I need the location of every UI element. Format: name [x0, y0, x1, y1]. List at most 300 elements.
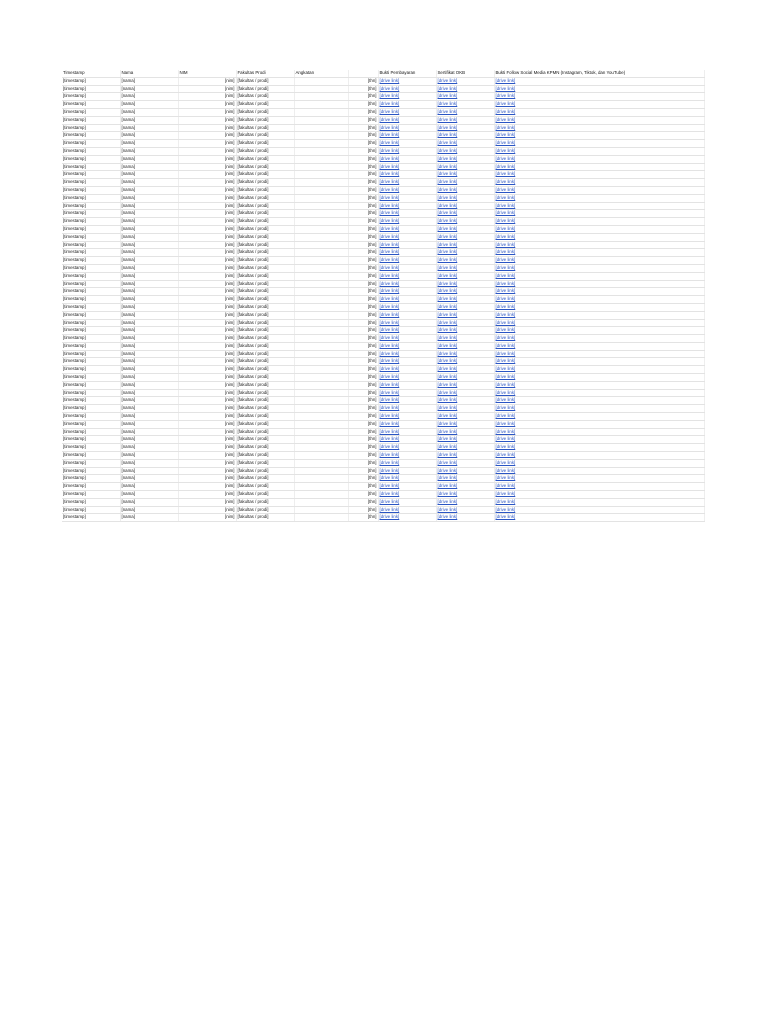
cell-bukti-pembayaran-link[interactable]: [drive link] [378, 498, 436, 506]
cell-bukti-follow-link[interactable]: [drive link] [494, 514, 704, 522]
cell-fakultas-prodi: [fakultas / prodi] [236, 389, 294, 397]
cell-bukti-pembayaran-link[interactable]: [drive link] [378, 249, 436, 257]
cell-bukti-follow-link[interactable]: [drive link] [494, 116, 704, 124]
cell-nama: [nama] [120, 85, 178, 93]
cell-bukti-pembayaran-link[interactable]: [drive link] [378, 358, 436, 366]
cell-sertifikat-okb-link[interactable]: [drive link] [436, 303, 494, 311]
cell-timestamp: [timestamp] [62, 101, 120, 109]
cell-sertifikat-okb-link[interactable]: [drive link] [436, 381, 494, 389]
cell-bukti-follow-link[interactable]: [drive link] [494, 342, 704, 350]
cell-sertifikat-okb-link[interactable]: [drive link] [436, 93, 494, 101]
cell-year: [thn] [348, 436, 378, 444]
cell-sertifikat-okb-link[interactable]: [drive link] [436, 147, 494, 155]
cell-bukti-pembayaran-link[interactable]: [drive link] [378, 225, 436, 233]
cell-nim: [nim] [178, 491, 236, 499]
table-row [62, 194, 704, 202]
cell-bukti-follow-link[interactable]: [drive link] [494, 194, 704, 202]
cell-bukti-follow-link[interactable]: [drive link] [494, 93, 704, 101]
table-row [62, 428, 704, 436]
cell-bukti-pembayaran-link[interactable]: [drive link] [378, 163, 436, 171]
cell-bukti-pembayaran-link[interactable]: [drive link] [378, 436, 436, 444]
cell-angkatan [294, 444, 348, 452]
cell-nama: [nama] [120, 374, 178, 382]
cell-bukti-pembayaran-link[interactable]: [drive link] [378, 428, 436, 436]
cell-bukti-pembayaran-link[interactable]: [drive link] [378, 288, 436, 296]
cell-timestamp: [timestamp] [62, 186, 120, 194]
cell-year: [thn] [348, 397, 378, 405]
cell-sertifikat-okb-link[interactable]: [drive link] [436, 77, 494, 85]
cell-bukti-pembayaran-link[interactable]: [drive link] [378, 350, 436, 358]
cell-bukti-pembayaran-link[interactable]: [drive link] [378, 101, 436, 109]
cell-bukti-follow-link[interactable]: [drive link] [494, 475, 704, 483]
cell-nama: [nama] [120, 381, 178, 389]
cell-angkatan [294, 140, 348, 148]
cell-timestamp: [timestamp] [62, 436, 120, 444]
cell-bukti-pembayaran-link[interactable]: [drive link] [378, 303, 436, 311]
cell-sertifikat-okb-link[interactable]: [drive link] [436, 428, 494, 436]
table-row [62, 397, 704, 405]
cell-nim: [nim] [178, 264, 236, 272]
cell-fakultas-prodi: [fakultas / prodi] [236, 257, 294, 265]
cell-nama: [nama] [120, 101, 178, 109]
table-row [62, 233, 704, 241]
cell-bukti-pembayaran-link[interactable]: [drive link] [378, 397, 436, 405]
cell-bukti-follow-link[interactable]: [drive link] [494, 452, 704, 460]
cell-year: [thn] [348, 140, 378, 148]
cell-bukti-follow-link[interactable]: [drive link] [494, 202, 704, 210]
cell-bukti-follow-link[interactable]: [drive link] [494, 210, 704, 218]
cell-bukti-follow-link[interactable]: [drive link] [494, 444, 704, 452]
cell-bukti-follow-link[interactable]: [drive link] [494, 241, 704, 249]
cell-year: [thn] [348, 311, 378, 319]
cell-bukti-pembayaran-link[interactable]: [drive link] [378, 405, 436, 413]
cell-nim: [nim] [178, 116, 236, 124]
cell-year: [thn] [348, 116, 378, 124]
cell-angkatan [294, 249, 348, 257]
table-row [62, 249, 704, 257]
cell-sertifikat-okb-link[interactable]: [drive link] [436, 459, 494, 467]
cell-nim: [nim] [178, 374, 236, 382]
cell-nim: [nim] [178, 288, 236, 296]
cell-sertifikat-okb-link[interactable]: [drive link] [436, 467, 494, 475]
cell-sertifikat-okb-link[interactable]: [drive link] [436, 327, 494, 335]
cell-bukti-pembayaran-link[interactable]: [drive link] [378, 459, 436, 467]
cell-bukti-pembayaran-link[interactable]: [drive link] [378, 366, 436, 374]
table-row [62, 101, 704, 109]
cell-fakultas-prodi: [fakultas / prodi] [236, 303, 294, 311]
table-row [62, 381, 704, 389]
cell-nama: [nama] [120, 288, 178, 296]
cell-sertifikat-okb-link[interactable]: [drive link] [436, 498, 494, 506]
cell-sertifikat-okb-link[interactable]: [drive link] [436, 163, 494, 171]
cell-sertifikat-okb-link[interactable]: [drive link] [436, 413, 494, 421]
cell-sertifikat-okb-link[interactable]: [drive link] [436, 475, 494, 483]
table-row [62, 108, 704, 116]
cell-bukti-pembayaran-link[interactable]: [drive link] [378, 108, 436, 116]
cell-year: [thn] [348, 155, 378, 163]
cell-bukti-pembayaran-link[interactable]: [drive link] [378, 210, 436, 218]
column-header-bukti-follow: Bukti Follow Social Media KPMN (Instagram, Tiktok, dan YouTube) [494, 70, 704, 77]
cell-sertifikat-okb-link[interactable]: [drive link] [436, 116, 494, 124]
cell-bukti-pembayaran-link[interactable]: [drive link] [378, 140, 436, 148]
cell-bukti-pembayaran-link[interactable]: [drive link] [378, 85, 436, 93]
cell-bukti-follow-link[interactable]: [drive link] [494, 132, 704, 140]
cell-year: [thn] [348, 319, 378, 327]
cell-bukti-pembayaran-link[interactable]: [drive link] [378, 389, 436, 397]
cell-bukti-follow-link[interactable]: [drive link] [494, 335, 704, 343]
cell-sertifikat-okb-link[interactable]: [drive link] [436, 452, 494, 460]
cell-bukti-pembayaran-link[interactable]: [drive link] [378, 413, 436, 421]
cell-bukti-follow-link[interactable]: [drive link] [494, 327, 704, 335]
cell-bukti-follow-link[interactable]: [drive link] [494, 147, 704, 155]
cell-year: [thn] [348, 264, 378, 272]
cell-bukti-follow-link[interactable]: [drive link] [494, 459, 704, 467]
cell-fakultas-prodi: [fakultas / prodi] [236, 85, 294, 93]
cell-sertifikat-okb-link[interactable]: [drive link] [436, 444, 494, 452]
cell-bukti-pembayaran-link[interactable]: [drive link] [378, 506, 436, 514]
cell-angkatan [294, 397, 348, 405]
cell-bukti-follow-link[interactable]: [drive link] [494, 77, 704, 85]
cell-bukti-follow-link[interactable]: [drive link] [494, 413, 704, 421]
cell-nama: [nama] [120, 452, 178, 460]
cell-fakultas-prodi: [fakultas / prodi] [236, 311, 294, 319]
cell-bukti-pembayaran-link[interactable]: [drive link] [378, 467, 436, 475]
table-row [62, 436, 704, 444]
cell-timestamp: [timestamp] [62, 389, 120, 397]
cell-angkatan [294, 210, 348, 218]
cell-sertifikat-okb-link[interactable]: [drive link] [436, 350, 494, 358]
cell-year: [thn] [348, 514, 378, 522]
cell-sertifikat-okb-link[interactable]: [drive link] [436, 249, 494, 257]
cell-bukti-follow-link[interactable]: [drive link] [494, 303, 704, 311]
cell-year: [thn] [348, 132, 378, 140]
cell-fakultas-prodi: [fakultas / prodi] [236, 155, 294, 163]
cell-fakultas-prodi: [fakultas / prodi] [236, 459, 294, 467]
cell-sertifikat-okb-link[interactable]: [drive link] [436, 358, 494, 366]
cell-bukti-pembayaran-link[interactable]: [drive link] [378, 374, 436, 382]
table-row [62, 288, 704, 296]
cell-bukti-pembayaran-link[interactable]: [drive link] [378, 475, 436, 483]
cell-fakultas-prodi: [fakultas / prodi] [236, 210, 294, 218]
cell-nama: [nama] [120, 264, 178, 272]
cell-sertifikat-okb-link[interactable]: [drive link] [436, 218, 494, 226]
cell-nim: [nim] [178, 459, 236, 467]
cell-bukti-follow-link[interactable]: [drive link] [494, 428, 704, 436]
cell-nama: [nama] [120, 303, 178, 311]
cell-sertifikat-okb-link[interactable]: [drive link] [436, 124, 494, 132]
column-header-timestamp: Timestamp [62, 70, 120, 77]
cell-bukti-pembayaran-link[interactable]: [drive link] [378, 186, 436, 194]
cell-year: [thn] [348, 483, 378, 491]
cell-bukti-pembayaran-link[interactable]: [drive link] [378, 194, 436, 202]
cell-bukti-follow-link[interactable]: [drive link] [494, 405, 704, 413]
cell-sertifikat-okb-link[interactable]: [drive link] [436, 241, 494, 249]
cell-nim: [nim] [178, 179, 236, 187]
cell-bukti-follow-link[interactable]: [drive link] [494, 467, 704, 475]
cell-sertifikat-okb-link[interactable]: [drive link] [436, 140, 494, 148]
cell-timestamp: [timestamp] [62, 155, 120, 163]
cell-bukti-pembayaran-link[interactable]: [drive link] [378, 132, 436, 140]
cell-sertifikat-okb-link[interactable]: [drive link] [436, 179, 494, 187]
table-row [62, 163, 704, 171]
cell-sertifikat-okb-link[interactable]: [drive link] [436, 514, 494, 522]
cell-bukti-pembayaran-link[interactable]: [drive link] [378, 155, 436, 163]
cell-nama: [nama] [120, 132, 178, 140]
cell-fakultas-prodi: [fakultas / prodi] [236, 147, 294, 155]
cell-bukti-follow-link[interactable]: [drive link] [494, 264, 704, 272]
cell-nama: [nama] [120, 218, 178, 226]
cell-timestamp: [timestamp] [62, 342, 120, 350]
cell-bukti-follow-link[interactable]: [drive link] [494, 366, 704, 374]
cell-bukti-follow-link[interactable]: [drive link] [494, 319, 704, 327]
cell-sertifikat-okb-link[interactable]: [drive link] [436, 186, 494, 194]
cell-bukti-follow-link[interactable]: [drive link] [494, 257, 704, 265]
cell-sertifikat-okb-link[interactable]: [drive link] [436, 108, 494, 116]
cell-sertifikat-okb-link[interactable]: [drive link] [436, 233, 494, 241]
cell-sertifikat-okb-link[interactable]: [drive link] [436, 194, 494, 202]
cell-year: [thn] [348, 506, 378, 514]
cell-nama: [nama] [120, 186, 178, 194]
cell-bukti-follow-link[interactable]: [drive link] [494, 436, 704, 444]
cell-bukti-follow-link[interactable]: [drive link] [494, 506, 704, 514]
cell-bukti-pembayaran-link[interactable]: [drive link] [378, 420, 436, 428]
cell-sertifikat-okb-link[interactable]: [drive link] [436, 366, 494, 374]
cell-timestamp: [timestamp] [62, 210, 120, 218]
cell-year: [thn] [348, 475, 378, 483]
cell-year: [thn] [348, 303, 378, 311]
cell-bukti-follow-link[interactable]: [drive link] [494, 358, 704, 366]
cell-angkatan [294, 342, 348, 350]
cell-year: [thn] [348, 413, 378, 421]
cell-year: [thn] [348, 491, 378, 499]
cell-sertifikat-okb-link[interactable]: [drive link] [436, 171, 494, 179]
cell-timestamp: [timestamp] [62, 350, 120, 358]
table-row [62, 498, 704, 506]
cell-sertifikat-okb-link[interactable]: [drive link] [436, 397, 494, 405]
cell-fakultas-prodi: [fakultas / prodi] [236, 249, 294, 257]
cell-timestamp: [timestamp] [62, 93, 120, 101]
cell-nim: [nim] [178, 428, 236, 436]
cell-year: [thn] [348, 249, 378, 257]
cell-sertifikat-okb-link[interactable]: [drive link] [436, 264, 494, 272]
column-header-nama: Nama [120, 70, 178, 77]
cell-sertifikat-okb-link[interactable]: [drive link] [436, 101, 494, 109]
cell-timestamp: [timestamp] [62, 194, 120, 202]
cell-bukti-follow-link[interactable]: [drive link] [494, 233, 704, 241]
cell-nama: [nama] [120, 296, 178, 304]
cell-angkatan [294, 491, 348, 499]
table-row [62, 85, 704, 93]
cell-year: [thn] [348, 272, 378, 280]
cell-year: [thn] [348, 77, 378, 85]
cell-bukti-follow-link[interactable]: [drive link] [494, 381, 704, 389]
cell-nama: [nama] [120, 335, 178, 343]
cell-bukti-follow-link[interactable]: [drive link] [494, 280, 704, 288]
cell-sertifikat-okb-link[interactable]: [drive link] [436, 155, 494, 163]
cell-bukti-follow-link[interactable]: [drive link] [494, 186, 704, 194]
cell-nim: [nim] [178, 483, 236, 491]
cell-nama: [nama] [120, 194, 178, 202]
cell-bukti-follow-link[interactable]: [drive link] [494, 249, 704, 257]
cell-bukti-pembayaran-link[interactable]: [drive link] [378, 171, 436, 179]
cell-bukti-follow-link[interactable]: [drive link] [494, 85, 704, 93]
cell-nim: [nim] [178, 296, 236, 304]
cell-bukti-follow-link[interactable]: [drive link] [494, 225, 704, 233]
cell-bukti-pembayaran-link[interactable]: [drive link] [378, 342, 436, 350]
cell-sertifikat-okb-link[interactable]: [drive link] [436, 405, 494, 413]
cell-timestamp: [timestamp] [62, 225, 120, 233]
cell-bukti-follow-link[interactable]: [drive link] [494, 397, 704, 405]
cell-timestamp: [timestamp] [62, 140, 120, 148]
cell-angkatan [294, 93, 348, 101]
cell-sertifikat-okb-link[interactable]: [drive link] [436, 280, 494, 288]
cell-timestamp: [timestamp] [62, 420, 120, 428]
cell-bukti-pembayaran-link[interactable]: [drive link] [378, 116, 436, 124]
cell-sertifikat-okb-link[interactable]: [drive link] [436, 389, 494, 397]
cell-bukti-follow-link[interactable]: [drive link] [494, 108, 704, 116]
cell-sertifikat-okb-link[interactable]: [drive link] [436, 296, 494, 304]
cell-sertifikat-okb-link[interactable]: [drive link] [436, 335, 494, 343]
cell-bukti-pembayaran-link[interactable]: [drive link] [378, 272, 436, 280]
cell-bukti-follow-link[interactable]: [drive link] [494, 155, 704, 163]
cell-bukti-pembayaran-link[interactable]: [drive link] [378, 202, 436, 210]
cell-nama: [nama] [120, 124, 178, 132]
cell-sertifikat-okb-link[interactable]: [drive link] [436, 288, 494, 296]
cell-nim: [nim] [178, 108, 236, 116]
cell-year: [thn] [348, 163, 378, 171]
cell-bukti-follow-link[interactable]: [drive link] [494, 171, 704, 179]
cell-bukti-follow-link[interactable]: [drive link] [494, 491, 704, 499]
cell-nim: [nim] [178, 194, 236, 202]
cell-nim: [nim] [178, 397, 236, 405]
cell-sertifikat-okb-link[interactable]: [drive link] [436, 225, 494, 233]
cell-bukti-pembayaran-link[interactable]: [drive link] [378, 179, 436, 187]
cell-timestamp: [timestamp] [62, 116, 120, 124]
cell-timestamp: [timestamp] [62, 311, 120, 319]
cell-bukti-pembayaran-link[interactable]: [drive link] [378, 335, 436, 343]
cell-bukti-follow-link[interactable]: [drive link] [494, 350, 704, 358]
cell-sertifikat-okb-link[interactable]: [drive link] [436, 319, 494, 327]
cell-angkatan [294, 311, 348, 319]
cell-bukti-pembayaran-link[interactable]: [drive link] [378, 319, 436, 327]
cell-bukti-pembayaran-link[interactable]: [drive link] [378, 218, 436, 226]
cell-sertifikat-okb-link[interactable]: [drive link] [436, 483, 494, 491]
cell-bukti-follow-link[interactable]: [drive link] [494, 374, 704, 382]
cell-bukti-follow-link[interactable]: [drive link] [494, 288, 704, 296]
cell-nama: [nama] [120, 147, 178, 155]
cell-bukti-follow-link[interactable]: [drive link] [494, 140, 704, 148]
cell-sertifikat-okb-link[interactable]: [drive link] [436, 202, 494, 210]
cell-bukti-pembayaran-link[interactable]: [drive link] [378, 311, 436, 319]
cell-bukti-pembayaran-link[interactable]: [drive link] [378, 444, 436, 452]
cell-bukti-pembayaran-link[interactable]: [drive link] [378, 514, 436, 522]
cell-year: [thn] [348, 233, 378, 241]
cell-bukti-follow-link[interactable]: [drive link] [494, 311, 704, 319]
column-header-fakultas-prodi: Fakultas Prodi [236, 70, 294, 77]
cell-nim: [nim] [178, 342, 236, 350]
cell-fakultas-prodi: [fakultas / prodi] [236, 288, 294, 296]
cell-bukti-follow-link[interactable]: [drive link] [494, 179, 704, 187]
cell-bukti-follow-link[interactable]: [drive link] [494, 498, 704, 506]
cell-timestamp: [timestamp] [62, 272, 120, 280]
cell-nim: [nim] [178, 311, 236, 319]
cell-sertifikat-okb-link[interactable]: [drive link] [436, 342, 494, 350]
cell-bukti-follow-link[interactable]: [drive link] [494, 483, 704, 491]
cell-year: [thn] [348, 171, 378, 179]
cell-bukti-follow-link[interactable]: [drive link] [494, 420, 704, 428]
cell-sertifikat-okb-link[interactable]: [drive link] [436, 257, 494, 265]
cell-fakultas-prodi: [fakultas / prodi] [236, 194, 294, 202]
cell-sertifikat-okb-link[interactable]: [drive link] [436, 210, 494, 218]
cell-year: [thn] [348, 288, 378, 296]
table-row [62, 77, 704, 85]
cell-bukti-pembayaran-link[interactable]: [drive link] [378, 147, 436, 155]
cell-angkatan [294, 381, 348, 389]
cell-bukti-pembayaran-link[interactable]: [drive link] [378, 233, 436, 241]
cell-sertifikat-okb-link[interactable]: [drive link] [436, 132, 494, 140]
cell-fakultas-prodi: [fakultas / prodi] [236, 374, 294, 382]
cell-timestamp: [timestamp] [62, 218, 120, 226]
cell-sertifikat-okb-link[interactable]: [drive link] [436, 491, 494, 499]
cell-bukti-pembayaran-link[interactable]: [drive link] [378, 257, 436, 265]
cell-timestamp: [timestamp] [62, 444, 120, 452]
cell-bukti-follow-link[interactable]: [drive link] [494, 218, 704, 226]
table-row [62, 491, 704, 499]
cell-timestamp: [timestamp] [62, 498, 120, 506]
cell-bukti-follow-link[interactable]: [drive link] [494, 296, 704, 304]
cell-fakultas-prodi: [fakultas / prodi] [236, 397, 294, 405]
cell-nim: [nim] [178, 350, 236, 358]
cell-nim: [nim] [178, 257, 236, 265]
cell-nama: [nama] [120, 311, 178, 319]
cell-angkatan [294, 147, 348, 155]
cell-bukti-pembayaran-link[interactable]: [drive link] [378, 381, 436, 389]
cell-bukti-pembayaran-link[interactable]: [drive link] [378, 483, 436, 491]
cell-bukti-pembayaran-link[interactable]: [drive link] [378, 77, 436, 85]
cell-angkatan [294, 358, 348, 366]
cell-angkatan [294, 280, 348, 288]
cell-bukti-pembayaran-link[interactable]: [drive link] [378, 264, 436, 272]
cell-sertifikat-okb-link[interactable]: [drive link] [436, 374, 494, 382]
cell-sertifikat-okb-link[interactable]: [drive link] [436, 506, 494, 514]
cell-bukti-pembayaran-link[interactable]: [drive link] [378, 491, 436, 499]
cell-sertifikat-okb-link[interactable]: [drive link] [436, 436, 494, 444]
cell-bukti-pembayaran-link[interactable]: [drive link] [378, 124, 436, 132]
cell-timestamp: [timestamp] [62, 459, 120, 467]
cell-sertifikat-okb-link[interactable]: [drive link] [436, 85, 494, 93]
cell-nim: [nim] [178, 444, 236, 452]
cell-bukti-pembayaran-link[interactable]: [drive link] [378, 327, 436, 335]
cell-year: [thn] [348, 108, 378, 116]
cell-bukti-pembayaran-link[interactable]: [drive link] [378, 452, 436, 460]
table-row [62, 350, 704, 358]
cell-bukti-pembayaran-link[interactable]: [drive link] [378, 280, 436, 288]
cell-bukti-pembayaran-link[interactable]: [drive link] [378, 241, 436, 249]
cell-nim: [nim] [178, 303, 236, 311]
cell-bukti-follow-link[interactable]: [drive link] [494, 163, 704, 171]
cell-bukti-follow-link[interactable]: [drive link] [494, 389, 704, 397]
cell-bukti-follow-link[interactable]: [drive link] [494, 101, 704, 109]
cell-sertifikat-okb-link[interactable]: [drive link] [436, 272, 494, 280]
cell-nim: [nim] [178, 85, 236, 93]
cell-nim: [nim] [178, 327, 236, 335]
cell-sertifikat-okb-link[interactable]: [drive link] [436, 420, 494, 428]
cell-bukti-pembayaran-link[interactable]: [drive link] [378, 93, 436, 101]
cell-bukti-pembayaran-link[interactable]: [drive link] [378, 296, 436, 304]
cell-sertifikat-okb-link[interactable]: [drive link] [436, 311, 494, 319]
cell-bukti-follow-link[interactable]: [drive link] [494, 272, 704, 280]
cell-bukti-follow-link[interactable]: [drive link] [494, 124, 704, 132]
